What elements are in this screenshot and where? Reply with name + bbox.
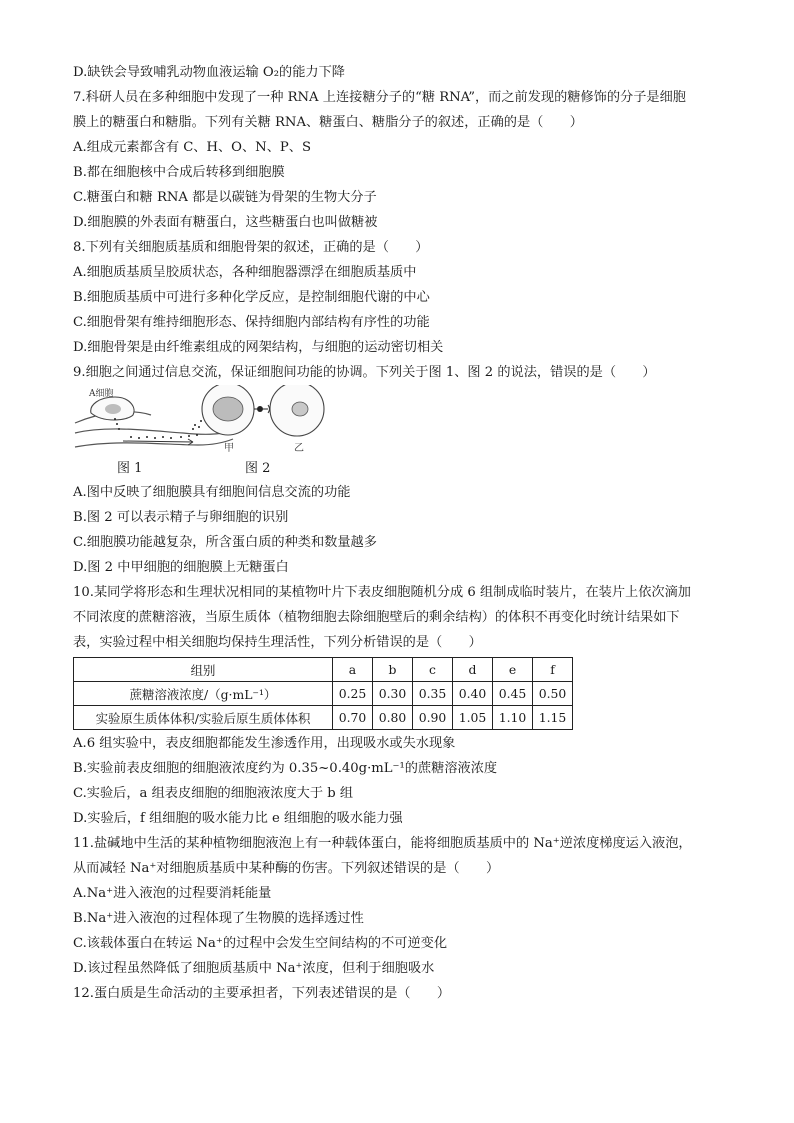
table-cell: d xyxy=(453,658,493,682)
table-cell: 0.50 xyxy=(533,682,573,706)
table-cell: 0.30 xyxy=(373,682,413,706)
q11-option-c: C.该载体蛋白在转运 Na⁺的过程中会发生空间结构的不可逆变化 xyxy=(73,936,448,951)
q8-option-d: D.细胞骨架是由纤维素组成的网架结构，与细胞的运动密切相关 xyxy=(73,340,444,355)
q8-option-b: B.细胞质基质中可进行多种化学反应，是控制细胞代谢的中心 xyxy=(73,290,430,305)
figure-1-caption: 图 1 xyxy=(117,461,143,476)
q10-option-d: D.实验后，f 组细胞的吸水能力比 e 组细胞的吸水能力强 xyxy=(73,811,403,826)
table-cell: 0.90 xyxy=(413,706,453,730)
cell-a-label: A细胞 xyxy=(89,389,114,399)
table-header-row xyxy=(74,658,573,682)
q7-option-c: C.糖蛋白和糖 RNA 都是以碳链为骨架的生物大分子 xyxy=(73,190,377,205)
q9-option-b: B.图 2 可以表示精子与卵细胞的识别 xyxy=(73,510,289,525)
cell-jia-label: 甲 xyxy=(224,443,234,454)
table-cell: 0.25 xyxy=(333,682,373,706)
concentration-row-label: 蔗糖溶液浓度/（g·mL⁻¹） xyxy=(74,682,333,706)
q8-stem: 8.下列有关细胞质基质和细胞骨架的叙述，正确的是（ ） xyxy=(73,240,429,255)
q10-stem-line1: 10.某同学将形态和生理状况相同的某植物叶片下表皮细胞随机分成 6 组制成临时装片，在装片上依次滴加 xyxy=(73,585,691,600)
q10-stem-line3: 表，实验过程中相关细胞均保持生理活性，下列分析错误的是（ ） xyxy=(73,635,482,650)
q7-option-d: D.细胞膜的外表面有糖蛋白，这些糖蛋白也叫做糖被 xyxy=(73,215,378,230)
results-table xyxy=(73,657,573,730)
q8-option-c: C.细胞骨架有维持细胞形态、保持细胞内部结构有序性的功能 xyxy=(73,315,430,330)
q9-option-c: C.细胞膜功能越复杂，所含蛋白质的种类和数量越多 xyxy=(73,535,377,550)
table-cell: 1.15 xyxy=(533,706,573,730)
table-cell: a xyxy=(333,658,373,682)
q10-stem-line2: 不同浓度的蔗糖溶液，当原生质体（植物细胞去除细胞壁后的剩余结构）的体积不再变化时统计结果如下 xyxy=(73,610,680,625)
q11-option-a: A.Na⁺进入液泡的过程要消耗能量 xyxy=(73,886,272,901)
table-cell: 0.80 xyxy=(373,706,413,730)
q9-figure xyxy=(73,385,723,480)
table-cell: e xyxy=(493,658,533,682)
q10-option-c: C.实验后，a 组表皮细胞的细胞液浓度大于 b 组 xyxy=(73,786,354,801)
q8-option-a: A.细胞质基质呈胶质状态，各种细胞器漂浮在细胞质基质中 xyxy=(73,265,417,280)
exam-page xyxy=(73,60,723,1006)
volume-ratio-row-label: 实验原生质体体积/实验后原生质体体积 xyxy=(74,706,333,730)
table-row xyxy=(74,682,573,706)
q7-option-b: B.都在细胞核中合成后转移到细胞膜 xyxy=(73,165,285,180)
table-cell: 0.45 xyxy=(493,682,533,706)
table-cell: 0.70 xyxy=(333,706,373,730)
q9-option-a: A.图中反映了细胞膜具有细胞间信息交流的功能 xyxy=(73,485,351,500)
figure-2-svg xyxy=(198,385,348,457)
q9-stem: 9.细胞之间通过信息交流，保证细胞间功能的协调。下列关于图 1、图 2 的说法，错误的是（ ） xyxy=(73,365,656,380)
figure-2-caption: 图 2 xyxy=(245,461,271,476)
table-row xyxy=(74,706,573,730)
table-cell: f xyxy=(533,658,573,682)
q10-option-b: B.实验前表皮细胞的细胞液浓度约为 0.35~0.40g·mL⁻¹的蔗糖溶液浓度 xyxy=(73,761,498,776)
table-cell: 1.05 xyxy=(453,706,493,730)
table-cell: 1.10 xyxy=(493,706,533,730)
q6-option-d: D.缺铁会导致哺乳动物血液运输 O₂的能力下降 xyxy=(73,65,345,80)
q12-stem: 12.蛋白质是生命活动的主要承担者，下列表述错误的是（ ） xyxy=(73,986,451,1001)
q9-option-d: D.图 2 中甲细胞的细胞膜上无糖蛋白 xyxy=(73,560,289,575)
q10-option-a: A.6 组实验中，表皮细胞都能发生渗透作用，出现吸水或失水现象 xyxy=(73,736,456,751)
table-cell: 0.40 xyxy=(453,682,493,706)
q7-stem-line1: 7.科研人员在多种细胞中发现了一种 RNA 上连接糖分子的“糖 RNA”，而之前发现的糖修饰的分子是细胞 xyxy=(73,90,686,105)
q11-stem-line1: 11.盐碱地中生活的某种植物细胞液泡上有一种载体蛋白，能将细胞质基质中的 Na⁺逆浓度梯度运入液泡， xyxy=(73,836,692,851)
table-cell: b xyxy=(373,658,413,682)
q11-option-d: D.该过程虽然降低了细胞质基质中 Na⁺浓度，但利于细胞吸水 xyxy=(73,961,435,976)
q11-option-b: B.Na⁺进入液泡的过程体现了生物膜的选择透过性 xyxy=(73,911,364,926)
cell-yi-label: 乙 xyxy=(294,443,304,454)
q7-option-a: A.组成元素都含有 C、H、O、N、P、S xyxy=(73,140,312,155)
table-cell: 0.35 xyxy=(413,682,453,706)
table-cell: c xyxy=(413,658,453,682)
table-header-label: 组别 xyxy=(74,658,333,682)
q7-stem-line2: 膜上的糖蛋白和糖脂。下列有关糖 RNA、糖蛋白、糖脂分子的叙述，正确的是（ ） xyxy=(73,115,583,130)
q11-stem-line2: 从而减轻 Na⁺对细胞质基质中某种酶的伤害。下列叙述错误的是（ ） xyxy=(73,861,500,876)
